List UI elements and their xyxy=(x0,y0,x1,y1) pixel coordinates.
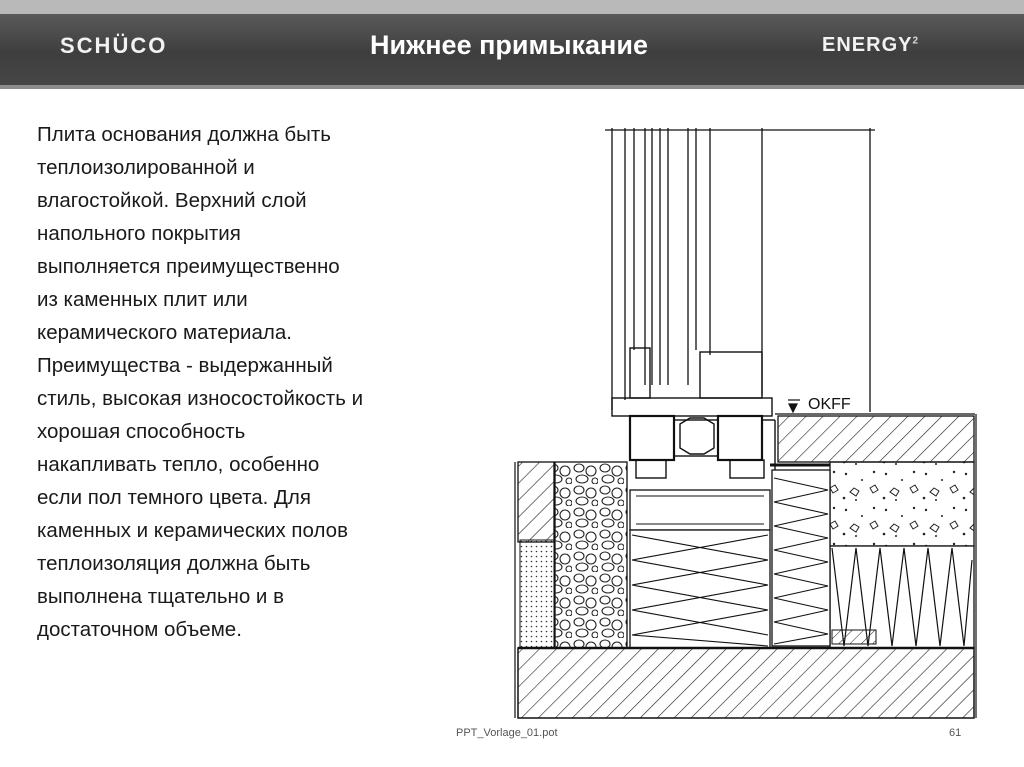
body-line: достаточном объеме. xyxy=(37,618,242,641)
body-line: каменных и керамических полов xyxy=(37,519,348,542)
body-line: влагостойкой. Верхний слой xyxy=(37,189,307,212)
body-line: теплоизоляция должна быть xyxy=(37,552,311,575)
body-line: Преимущества - выдержанный xyxy=(37,354,333,377)
top-rule xyxy=(0,0,1024,14)
header-divider xyxy=(0,85,1024,89)
body-line: если пол темного цвета. Для xyxy=(37,486,311,509)
energy-logo-text: ENERGY xyxy=(822,34,913,56)
body-line: накапливать тепло, особенно xyxy=(37,453,320,476)
body-line: из каменных плит или xyxy=(37,288,248,311)
schuco-logo: SCHÜCO xyxy=(60,33,168,58)
body-text xyxy=(37,118,477,646)
page-number: 61 xyxy=(949,727,962,739)
body-line: выполняется преимущественно xyxy=(37,255,340,278)
body-line: хорошая способность xyxy=(37,420,246,443)
body-line: стиль, высокая износостойкость и xyxy=(37,387,364,410)
energy-logo-sup: 2 xyxy=(912,35,920,47)
threshold-section-drawing xyxy=(505,120,985,720)
body-line: теплоизолированной и xyxy=(37,156,255,179)
body-line: напольного покрытия xyxy=(37,222,241,245)
body-line: Плита основания должна быть xyxy=(37,123,331,146)
energy-logo xyxy=(822,34,919,57)
body-line: выполнена тщательно и в xyxy=(37,585,284,608)
okff-label: OKFF xyxy=(808,396,851,413)
slide-title: Нижнее примыкание xyxy=(370,30,648,60)
footer-filename: PPT_Vorlage_01.pot xyxy=(456,727,558,739)
body-line: керамического материала. xyxy=(37,321,292,344)
